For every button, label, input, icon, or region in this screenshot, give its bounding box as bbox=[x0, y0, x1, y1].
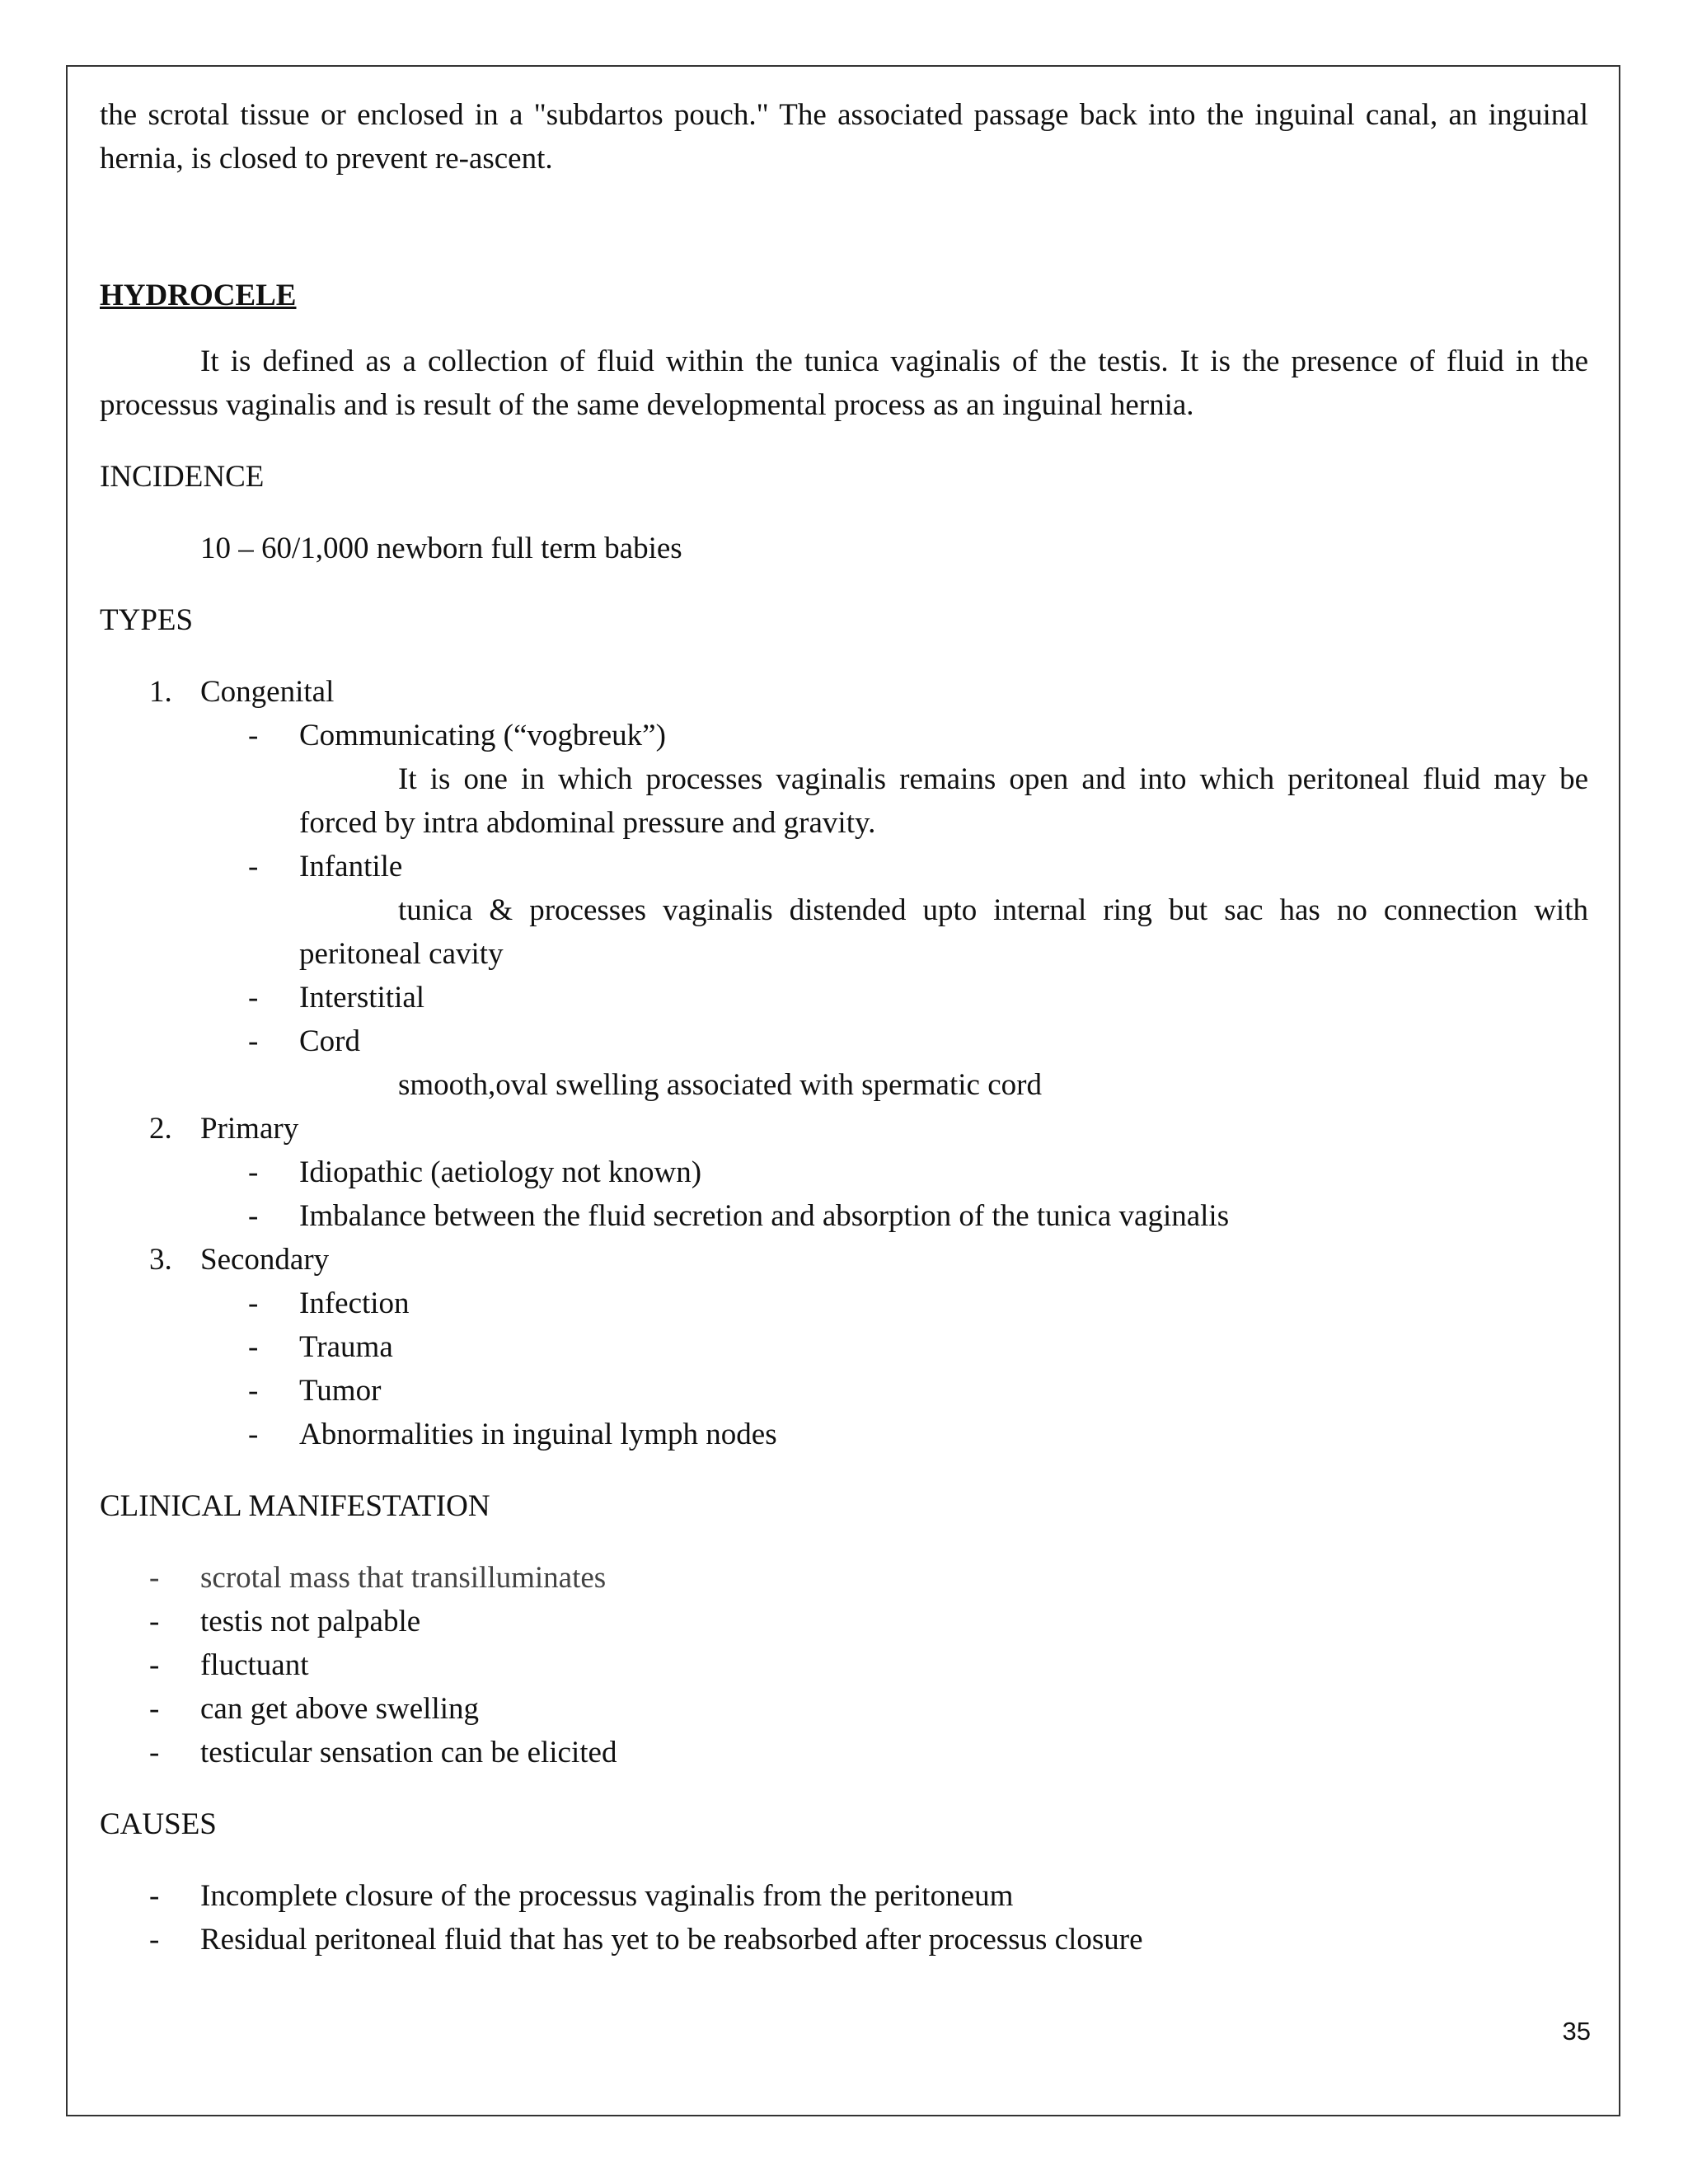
item-description: tunica & processes vaginalis distended upto internal ring but sac has no connection with peritoneal cavity bbox=[299, 893, 1588, 971]
types-heading: TYPES bbox=[100, 603, 194, 637]
dash-bullet: - bbox=[248, 850, 259, 883]
item-label: fluctuant bbox=[200, 1648, 309, 1682]
types-list bbox=[100, 670, 1588, 1456]
item-label: Imbalance between the fluid secretion and absorption of the tunica vaginalis bbox=[299, 1199, 1230, 1233]
list-item bbox=[100, 1369, 1588, 1413]
dash-bullet: - bbox=[248, 1286, 259, 1320]
dash-bullet: - bbox=[248, 1199, 259, 1233]
list-item bbox=[100, 1194, 1588, 1238]
incidence-value: 10 – 60/1,000 newborn full term babies bbox=[200, 532, 682, 565]
item-number: 1. bbox=[149, 675, 172, 709]
item-label: Secondary bbox=[200, 1243, 330, 1277]
dash-bullet: - bbox=[248, 1024, 259, 1058]
list-item bbox=[100, 1019, 1588, 1107]
item-label: Idiopathic (aetiology not known) bbox=[299, 1155, 702, 1189]
item-label: Primary bbox=[200, 1112, 299, 1146]
dash-bullet: - bbox=[248, 981, 259, 1015]
item-label: can get above swelling bbox=[200, 1692, 480, 1726]
list-item bbox=[100, 1325, 1588, 1369]
page-content bbox=[100, 93, 1588, 1961]
item-label: Infantile bbox=[299, 850, 403, 883]
item-number: 3. bbox=[149, 1243, 172, 1277]
clinical-heading: CLINICAL MANIFESTATION bbox=[100, 1489, 490, 1523]
item-label: testicular sensation can be elicited bbox=[200, 1736, 617, 1769]
causes-list bbox=[100, 1874, 1588, 1961]
list-item bbox=[100, 1238, 1588, 1456]
dash-bullet: - bbox=[149, 1692, 160, 1726]
item-description: It is one in which processes vaginalis remains open and into which peritoneal fluid may be forced by intra abdominal pressure and gravity. bbox=[299, 762, 1588, 840]
item-label: Infection bbox=[299, 1286, 410, 1320]
item-label: Residual peritoneal fluid that has yet to be reabsorbed after processus closure bbox=[200, 1923, 1143, 1957]
item-label: Cord bbox=[299, 1024, 360, 1058]
intro-paragraph: the scrotal tissue or enclosed in a "subdartos pouch." The associated passage back into the inguinal canal, an inguinal hernia, is closed to prevent re-ascent. bbox=[100, 98, 1588, 176]
list-item bbox=[100, 1151, 1588, 1194]
item-label: testis not palpable bbox=[200, 1605, 421, 1638]
dash-bullet: - bbox=[248, 1418, 259, 1451]
item-description: smooth,oval swelling associated with spermatic cord bbox=[398, 1068, 1042, 1102]
list-item bbox=[100, 1643, 1588, 1687]
item-label: Interstitial bbox=[299, 981, 425, 1015]
item-label: Tumor bbox=[299, 1374, 382, 1408]
list-item bbox=[100, 670, 1588, 1107]
dash-bullet: - bbox=[149, 1923, 160, 1957]
item-number: 2. bbox=[149, 1112, 172, 1146]
dash-bullet: - bbox=[248, 1374, 259, 1408]
list-item bbox=[100, 1413, 1588, 1456]
dash-bullet: - bbox=[149, 1879, 160, 1913]
list-item bbox=[100, 714, 1588, 845]
clinical-list bbox=[100, 1556, 1588, 1774]
causes-heading: CAUSES bbox=[100, 1807, 217, 1841]
dash-bullet: - bbox=[248, 1155, 259, 1189]
item-label: Trauma bbox=[299, 1330, 393, 1364]
list-item bbox=[100, 1874, 1588, 1918]
item-label: Communicating (“vogbreuk”) bbox=[299, 719, 666, 752]
list-item bbox=[100, 845, 1588, 976]
item-label: Congenital bbox=[200, 675, 335, 709]
dash-bullet: - bbox=[149, 1561, 160, 1595]
list-item bbox=[100, 1556, 1588, 1600]
dash-bullet: - bbox=[149, 1648, 160, 1682]
list-item bbox=[100, 1918, 1588, 1961]
dash-bullet: - bbox=[149, 1605, 160, 1638]
dash-bullet: - bbox=[149, 1736, 160, 1769]
definition-paragraph: It is defined as a collection of fluid within the tunica vaginalis of the testis. It is the presence of fluid in the processus vaginalis and is result of the same developmental process as an inguinal hernia. bbox=[100, 344, 1588, 422]
incidence-heading: INCIDENCE bbox=[100, 460, 265, 494]
item-label: Incomplete closure of the processus vaginalis from the peritoneum bbox=[200, 1879, 1014, 1913]
item-label: Abnormalities in inguinal lymph nodes bbox=[299, 1418, 777, 1451]
list-item bbox=[100, 1600, 1588, 1643]
list-item bbox=[100, 1731, 1588, 1774]
item-label: scrotal mass that transilluminates bbox=[200, 1561, 607, 1595]
list-item bbox=[100, 1282, 1588, 1325]
list-item bbox=[100, 1107, 1588, 1238]
dash-bullet: - bbox=[248, 1330, 259, 1364]
list-item bbox=[100, 976, 1588, 1019]
section-heading-hydrocele: HYDROCELE bbox=[100, 279, 297, 312]
dash-bullet: - bbox=[248, 719, 259, 752]
page-number: 35 bbox=[1562, 2017, 1591, 2046]
list-item bbox=[100, 1687, 1588, 1731]
